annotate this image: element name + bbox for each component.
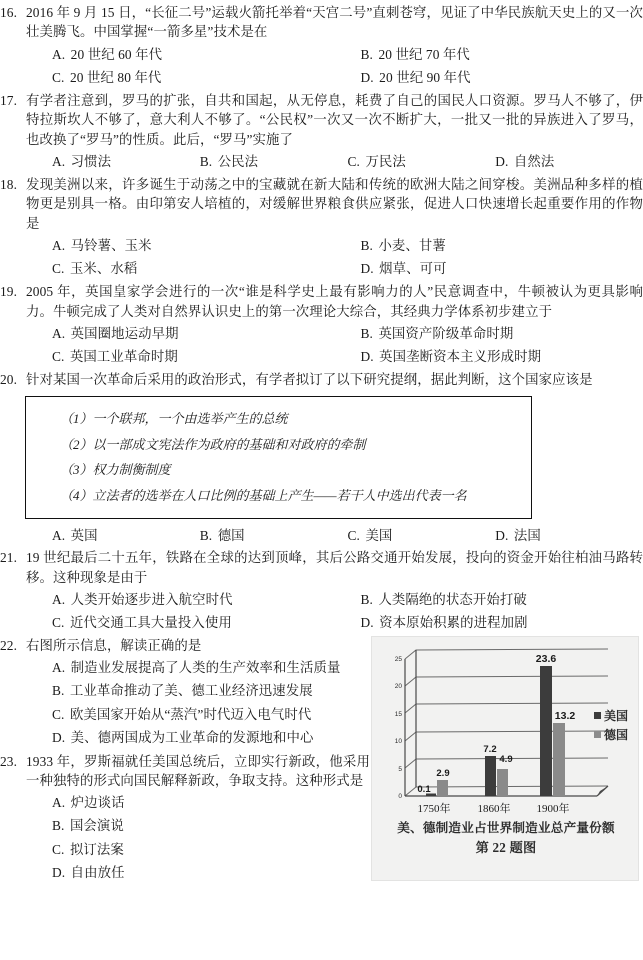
option-letter: C.: [348, 154, 360, 169]
question-stem: 针对某国一次革命后采用的政治形式，有学者拟订了以下研究提纲，据此判断，这个国家应该是: [26, 370, 643, 389]
data-label-us-1750: 0.1: [417, 784, 431, 795]
question-22-with-figure: [0, 636, 643, 749]
option-letter: D.: [361, 349, 374, 364]
question-20: [0, 370, 643, 389]
svg-text:10: 10: [395, 738, 403, 745]
option-c[interactable]: [26, 66, 335, 89]
option-letter: B.: [200, 528, 212, 543]
option-letter: C.: [52, 261, 64, 276]
option-c[interactable]: [348, 524, 496, 547]
option-b[interactable]: [26, 814, 370, 838]
option-text: 资本原始积累的进程加剧: [379, 615, 527, 630]
option-letter: D.: [361, 615, 374, 630]
option-letter: A.: [52, 47, 65, 62]
option-text: 美、德两国成为工业革命的发源地和中心: [71, 730, 314, 745]
question-number: 16.: [0, 3, 26, 22]
question-number: 21.: [0, 548, 26, 567]
option-text: 烟草、可可: [379, 261, 446, 276]
option-text: 法国: [514, 528, 541, 543]
legend-item-us: [594, 707, 628, 726]
question-20-options: [0, 523, 643, 547]
option-text: 人类隔绝的状态开始打破: [378, 592, 526, 607]
option-text: 英国工业革命时期: [70, 349, 178, 364]
option-a[interactable]: [26, 43, 335, 66]
outline-item-2: （2）以一部成文宪法作为政府的基础和对政府的牵制: [26, 432, 531, 458]
option-letter: C.: [52, 707, 64, 722]
svg-text:20: 20: [395, 683, 403, 690]
data-label-de-1860: 4.9: [499, 754, 512, 765]
option-b[interactable]: [335, 322, 643, 345]
option-d[interactable]: [335, 345, 643, 368]
option-list: [26, 150, 643, 173]
option-text: 习惯法: [71, 154, 111, 169]
option-text: 20 世纪 70 年代: [378, 47, 470, 62]
svg-text:15: 15: [395, 711, 403, 718]
option-text: 国会演说: [70, 818, 124, 833]
option-a[interactable]: [26, 234, 335, 257]
option-d[interactable]: [495, 524, 643, 547]
legend-item-de: [594, 726, 628, 745]
outline-item-4: （4）立法者的选举在人口比例的基础上产生——若干人中选出代表一名: [26, 483, 531, 509]
data-label-us-1860: 7.2: [483, 744, 496, 755]
option-letter: D.: [361, 70, 374, 85]
question-number: 20.: [0, 370, 26, 389]
option-b[interactable]: [26, 679, 370, 703]
option-letter: A.: [52, 528, 65, 543]
data-label-de-1750: 2.9: [436, 768, 449, 779]
question-number: 23.: [0, 752, 26, 771]
option-text: 自然法: [514, 154, 554, 169]
option-list: [26, 791, 370, 885]
svg-text:0: 0: [398, 793, 402, 800]
svg-text:5: 5: [398, 766, 402, 773]
question-stem: 2005 年，英国皇家学会进行的一次“谁是科学史上最有影响力的人”民意调查中，牛顿被认为更具影响力。牛顿完成了人类对自然界认识史上的第一次理论大综合，其经典力学体系初步建立于: [26, 282, 643, 321]
data-label-us-1900: 23.6: [536, 653, 557, 665]
legend-swatch-icon: [594, 731, 601, 738]
option-a[interactable]: [52, 150, 200, 173]
svg-text:25: 25: [395, 656, 403, 663]
option-d[interactable]: [335, 66, 643, 89]
option-letter: D.: [52, 730, 65, 745]
question-21: [0, 548, 643, 634]
option-letter: C.: [52, 70, 64, 85]
option-letter: A.: [52, 154, 65, 169]
option-text: 马铃薯、玉米: [71, 238, 152, 253]
option-letter: C.: [348, 528, 360, 543]
option-text: 近代交通工具大量投入使用: [70, 615, 232, 630]
question-17: [0, 91, 643, 173]
question-22: [0, 636, 370, 749]
question-number: 17.: [0, 91, 26, 110]
option-text: 自由放任: [71, 865, 125, 880]
option-text: 小麦、甘薯: [378, 238, 445, 253]
option-text: 人类开始逐步进入航空时代: [71, 592, 233, 607]
option-letter: D.: [495, 528, 508, 543]
option-text: 英国: [71, 528, 98, 543]
option-c[interactable]: [26, 703, 370, 727]
question-stem: 2016 年 9 月 15 日，“长征二号”运载火箭托举着“天宫二号”直刺苍穹，见证了中华民族航天史上的又一次壮美腾飞。中国掌握“一箭多星”技术是在: [26, 3, 643, 42]
question-23: [0, 752, 370, 885]
svg-text:1860年: 1860年: [478, 801, 511, 815]
question-16: [0, 3, 643, 89]
option-letter: A.: [52, 592, 65, 607]
option-list: [26, 43, 643, 89]
option-a[interactable]: [52, 524, 200, 547]
svg-text:1900年: 1900年: [537, 801, 570, 815]
outline-item-3: （3）权力制衡制度: [26, 457, 531, 483]
option-d[interactable]: [26, 861, 370, 885]
option-b[interactable]: [335, 588, 643, 611]
svg-text:1750年: 1750年: [418, 801, 451, 815]
option-letter: B.: [200, 154, 212, 169]
option-text: 英国垄断资本主义形成时期: [379, 349, 541, 364]
option-letter: C.: [52, 842, 64, 857]
outline-item-1: （1）一个联邦，一个由选举产生的总统: [26, 406, 531, 432]
option-letter: B.: [361, 592, 373, 607]
option-letter: B.: [361, 326, 373, 341]
data-label-de-1900: 13.2: [555, 710, 576, 722]
option-letter: C.: [52, 349, 64, 364]
option-text: 工业革命推动了美、德工业经济迅速发展: [70, 683, 313, 698]
option-c[interactable]: [26, 838, 370, 862]
option-c[interactable]: [26, 345, 335, 368]
option-c[interactable]: [26, 611, 335, 634]
question-stem: 1933 年，罗斯福就任美国总统后，立即实行新政，他采用一种独特的形式向国民解释新政，争取支持。这种形式是: [26, 752, 370, 791]
option-letter: D.: [495, 154, 508, 169]
question-number: 18.: [0, 175, 26, 194]
option-c[interactable]: [348, 150, 496, 173]
option-letter: D.: [361, 261, 374, 276]
option-text: 公民法: [218, 154, 258, 169]
question-stem: 发现美洲以来，许多诞生于动荡之中的宝藏就在新大陆和传统的欧洲大陆之间穿梭。美洲品种多样的植物更是别具一格。由印第安人培植的，对缓解世界粮食供应紧张，促进人口快速增长起重要作用的作物是: [26, 175, 643, 233]
option-letter: B.: [52, 818, 64, 833]
option-letter: A.: [52, 238, 65, 253]
option-c[interactable]: [26, 257, 335, 280]
option-d[interactable]: [495, 150, 643, 173]
option-text: 炉边谈话: [71, 795, 125, 810]
option-list: [26, 524, 643, 547]
option-text: 20 世纪 80 年代: [70, 70, 162, 85]
option-letter: A.: [52, 795, 65, 810]
option-text: 玉米、水稻: [70, 261, 137, 276]
option-b[interactable]: [200, 150, 348, 173]
question-stem: 有学者注意到，罗马的扩张，自共和国起，从无停息，耗费了自己的国民人口资源。罗马人不够了，伊特拉斯坎人不够了，意大利人不够了。“公民权”一次又一次不断扩大，一批又一批的异族进入了罗马，也改换了“罗马”的性质。此后，“罗马”实施了: [26, 91, 643, 149]
option-a[interactable]: [26, 656, 370, 680]
question-stem: 右图所示信息，解读正确的是: [26, 636, 370, 655]
option-letter: A.: [52, 660, 65, 675]
option-letter: B.: [361, 238, 373, 253]
option-a[interactable]: [26, 588, 335, 611]
option-d[interactable]: [26, 726, 370, 750]
figure-label: 第 22 题图: [372, 838, 639, 857]
option-letter: A.: [52, 326, 65, 341]
option-b[interactable]: [335, 234, 643, 257]
question-23-wrap: [0, 752, 643, 885]
option-list: [26, 656, 370, 750]
option-text: 拟订法案: [70, 842, 124, 857]
question-18: [0, 175, 643, 280]
option-text: 20 世纪 60 年代: [71, 47, 163, 62]
option-list: [26, 322, 643, 368]
option-d[interactable]: [335, 611, 643, 634]
option-text: 20 世纪 90 年代: [379, 70, 471, 85]
option-text: 德国: [218, 528, 245, 543]
option-text: 美国: [365, 528, 392, 543]
option-text: 制造业发展提高了人类的生产效率和生活质量: [71, 660, 341, 675]
option-text: 万民法: [365, 154, 405, 169]
option-letter: B.: [52, 683, 64, 698]
question-stem: 19 世纪最后二十五年，铁路在全球的达到顶峰，其后公路交通开始发展，投向的资金开始往柏油马路转移。这种现象是由于: [26, 548, 643, 587]
option-list: [26, 588, 643, 634]
option-a[interactable]: [26, 322, 335, 345]
legend-label: 德国: [604, 728, 628, 742]
option-text: 英国资产阶级革命时期: [378, 326, 513, 341]
option-d[interactable]: [335, 257, 643, 280]
option-letter: D.: [52, 865, 65, 880]
legend-swatch-icon: [594, 712, 601, 719]
question-number: 19.: [0, 282, 26, 301]
option-b[interactable]: [200, 524, 348, 547]
research-outline-box: [25, 396, 532, 519]
option-text: 英国圈地运动早期: [71, 326, 179, 341]
legend-label: 美国: [604, 709, 628, 723]
option-list: [26, 234, 643, 280]
option-letter: C.: [52, 615, 64, 630]
chart-title: 美、德制造业占世界制造业总产量份额: [397, 821, 615, 835]
option-text: 欧美国家开始从“蒸汽”时代迈入电气时代: [70, 707, 311, 722]
option-letter: B.: [361, 47, 373, 62]
question-number: 22.: [0, 636, 26, 655]
exam-page: [0, 3, 643, 960]
question-19: [0, 282, 643, 368]
chart-legend: [594, 707, 628, 745]
option-a[interactable]: [26, 791, 370, 815]
option-b[interactable]: [335, 43, 643, 66]
